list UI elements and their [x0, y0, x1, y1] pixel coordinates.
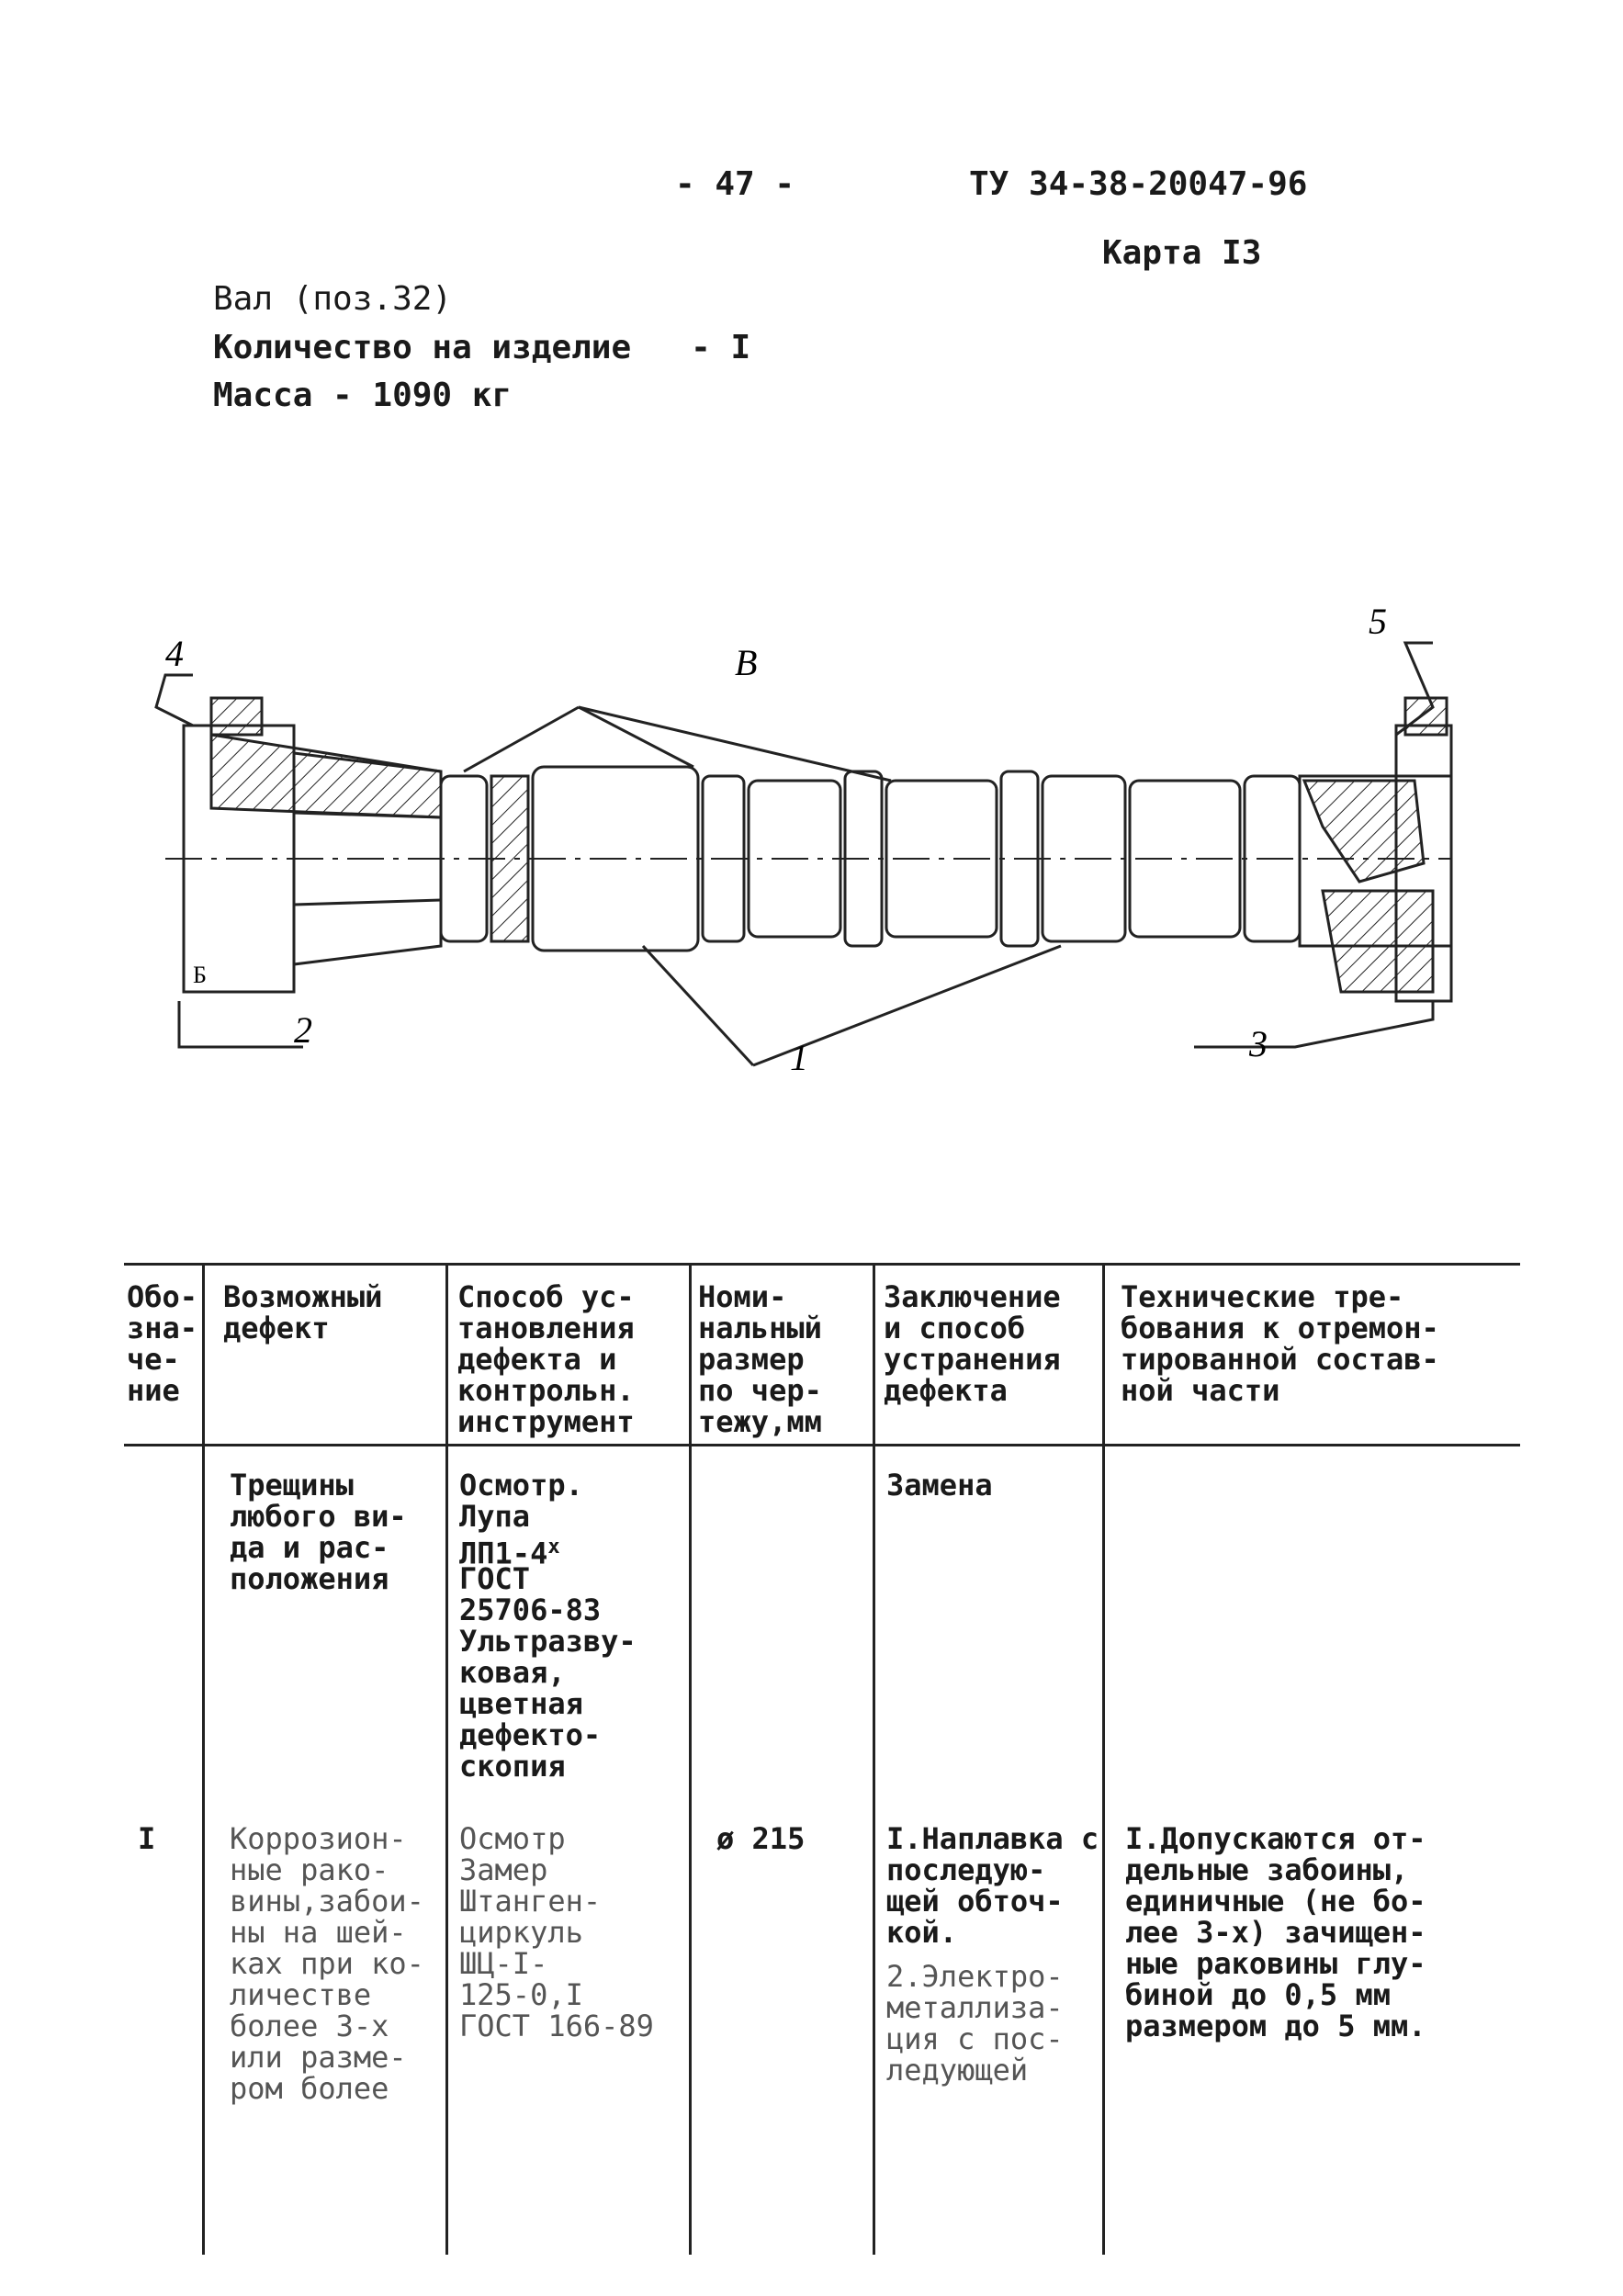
part-quantity: Количество на изделие - I	[213, 329, 751, 366]
col-divider-3	[689, 1263, 692, 2255]
row1-method	[459, 1469, 583, 1570]
table-header-bottom-line	[124, 1444, 1520, 1446]
header-requirements: Технические тре- бования к отремон- тированной состав- ной части	[1121, 1279, 1439, 1408]
row2-method: Осмотр Замер Штанген- циркуль ШЦ-I- 125-0,I ГОСТ 166-89	[459, 1821, 654, 2043]
row2-requirements: I.Допускаются от- дельные забоины, единичные (не бо- лее 3-х) зачищен- ные раковины глу- биной до 0,5 мм размером до 5 мм.	[1125, 1821, 1426, 2043]
drawing-label-b-small: Б	[193, 962, 207, 988]
col-divider-2	[445, 1263, 448, 2255]
part-mass: Масса - 1090 кг	[213, 377, 513, 414]
drawing-label-3: 3	[1249, 1023, 1268, 1064]
drawing-label-b: В	[735, 642, 758, 683]
header-conclusion: Заключение и способ устранения дефекта	[884, 1279, 1061, 1408]
row1-method-superscript: х	[547, 1536, 560, 1559]
drawing-label-2: 2	[294, 1009, 312, 1051]
table-top-line	[124, 1263, 1520, 1266]
card-number: Карта I3	[1102, 234, 1262, 272]
header-defect: Возможный дефект	[223, 1279, 383, 1345]
page-number: - 47 -	[675, 165, 795, 203]
col-divider-5	[1102, 1263, 1105, 2255]
row2-designation: I	[138, 1821, 156, 1856]
drawing-label-4: 4	[165, 633, 184, 674]
col-divider-4	[873, 1263, 875, 2255]
row1-conclusion: Замена	[886, 1468, 993, 1503]
drawing-label-5: 5	[1369, 601, 1387, 642]
header-method: Способ ус- тановления дефекта и контрольн. инструмент	[457, 1279, 635, 1439]
row1-method-rest: ГОСТ 25706-83 Ультразву- ковая, цветная дефекто- скопия	[459, 1561, 637, 1784]
row2-conclusion-2: 2.Электро- металлиза- ция с пос- ледующей	[886, 1959, 1064, 2088]
row1-method-main: Осмотр. Лупа ЛП1-4	[459, 1468, 583, 1571]
drawing-label-1: 1	[790, 1037, 808, 1078]
part-name: Вал (поз.32)	[213, 280, 453, 318]
document-code: ТУ 34-38-20047-96	[969, 165, 1308, 203]
col-divider-1	[202, 1263, 205, 2255]
row2-defect: Коррозион- ные рако- вины,забои- ны на шей- ках при ко- личестве более 3-х или разме- ром более	[230, 1821, 424, 2106]
header-designation: Обо- зна- че- ние	[127, 1279, 198, 1408]
row1-defect: Трещины любого ви- да и рас- положения	[230, 1468, 407, 1596]
header-nominal-size: Номи- нальный размер по чер- тежу,мм	[698, 1279, 822, 1439]
shaft-drawing	[129, 588, 1460, 1102]
row2-size: ø 215	[716, 1821, 806, 1856]
row2-conclusion: I.Наплавка с последую- щей обточ- кой.	[886, 1821, 1099, 1950]
